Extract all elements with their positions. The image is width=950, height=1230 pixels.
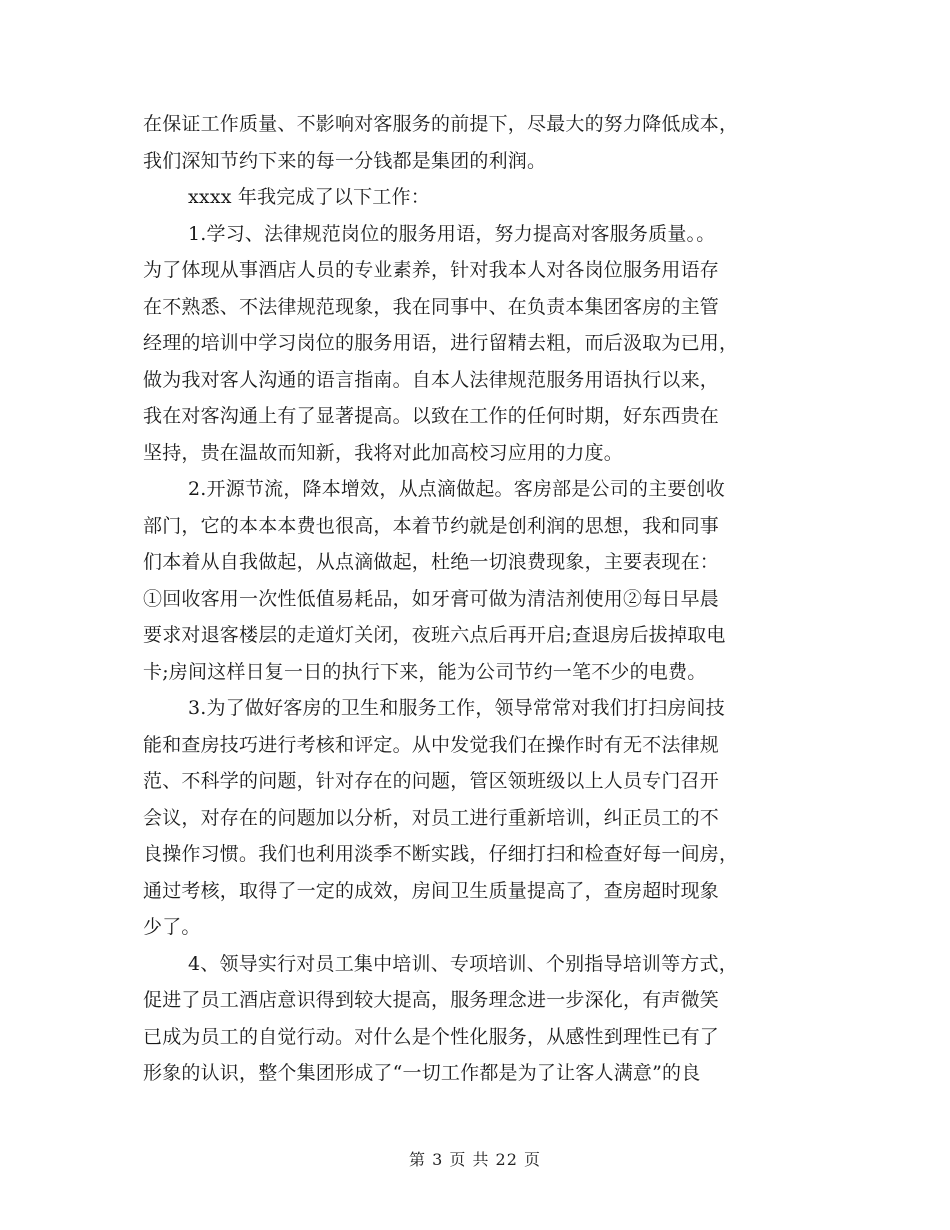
text-line: 卡;房间这样日复一日的执行下来，能为公司节约一笔不少的电费。	[143, 660, 707, 683]
page-footer: 第 3 页 共 22 页	[409, 1150, 541, 1169]
text-line: 坚持，贵在温故而知新，我将对此加高校习应用的力度。	[143, 441, 624, 464]
text-line: 促进了员工酒店意识得到较大提高，服务理念进一步深化，有声微笑	[143, 989, 720, 1011]
text-line: 能和查房技巧进行考核和评定。从中发觉我们在操作时有无不法律规	[143, 733, 720, 756]
text-line: 在不熟悉、不法律规范现象，我在同事中、在负责本集团客房的主管	[143, 295, 720, 318]
text-line: 要求对退客楼层的走道灯关闭，夜班六点后再开启;查退房后拔掉取电	[143, 624, 726, 646]
text-line: 做为我对客人沟通的语言指南。自本人法律规范服务用语执行以来，	[143, 368, 720, 391]
text-line: 会议，对存在的问题加以分析，对员工进行重新培训，纠正员工的不	[143, 806, 720, 829]
text-line: 在保证工作质量、不影响对客服务的前提下，尽最大的努力降低成本，	[143, 113, 739, 135]
text-line: 通过考核，取得了一定的成效，房间卫生质量提高了，查房超时现象	[143, 879, 720, 902]
text-line: 部门，它的本本本费也很高，本着节约就是创利润的思想，我和同事	[143, 514, 720, 537]
text-line: 少了。	[143, 916, 201, 938]
text-line: 我们深知节约下来的每一分钱都是集团的利润。	[143, 149, 547, 172]
body-text	[143, 106, 815, 1092]
text-line: ①回收客用一次性低值易耗品，如牙膏可做为清洁剂使用②每日早晨	[143, 587, 720, 610]
text-line: 1.学习、法律规范岗位的服务用语，努力提高对客服务质量。。	[188, 222, 716, 245]
text-line: 良操作习惯。我们也利用淡季不断实践，仔细打扫和检查好每一间房，	[143, 843, 739, 865]
text-line: 3.为了做好客房的卫生和服务工作，领导常常对我们打扫房间技	[188, 697, 725, 719]
text-line: xxxx 年我完成了以下工作：	[188, 186, 430, 208]
text-line: 2.开源节流，降本增效，从点滴做起。客房部是公司的主要创收	[188, 478, 725, 500]
text-line: 形象的认识，整个集团形成了“一切工作都是为了让客人满意”的良	[143, 1062, 701, 1084]
text-line: 们本着从自我做起，从点滴做起，杜绝一切浪费现象，主要表现在：	[143, 551, 720, 573]
text-line: 已成为员工的自觉行动。对什么是个性化服务，从感性到理性已有了	[143, 1025, 720, 1048]
text-line: 范、不科学的问题，针对存在的问题，管区领班级以上人员专门召开	[143, 770, 720, 792]
text-line: 我在对客沟通上有了显著提高。以致在工作的任何时期，好东西贵在	[143, 405, 720, 427]
text-line: 4、领导实行对员工集中培训、专项培训、个别指导培训等方式，	[188, 952, 738, 975]
text-line: 为了体现从事酒店人员的专业素养，针对我本人对各岗位服务用语存	[143, 259, 720, 281]
text-line: 经理的培训中学习岗位的服务用语，进行留精去粗，而后汲取为已用，	[143, 332, 739, 354]
